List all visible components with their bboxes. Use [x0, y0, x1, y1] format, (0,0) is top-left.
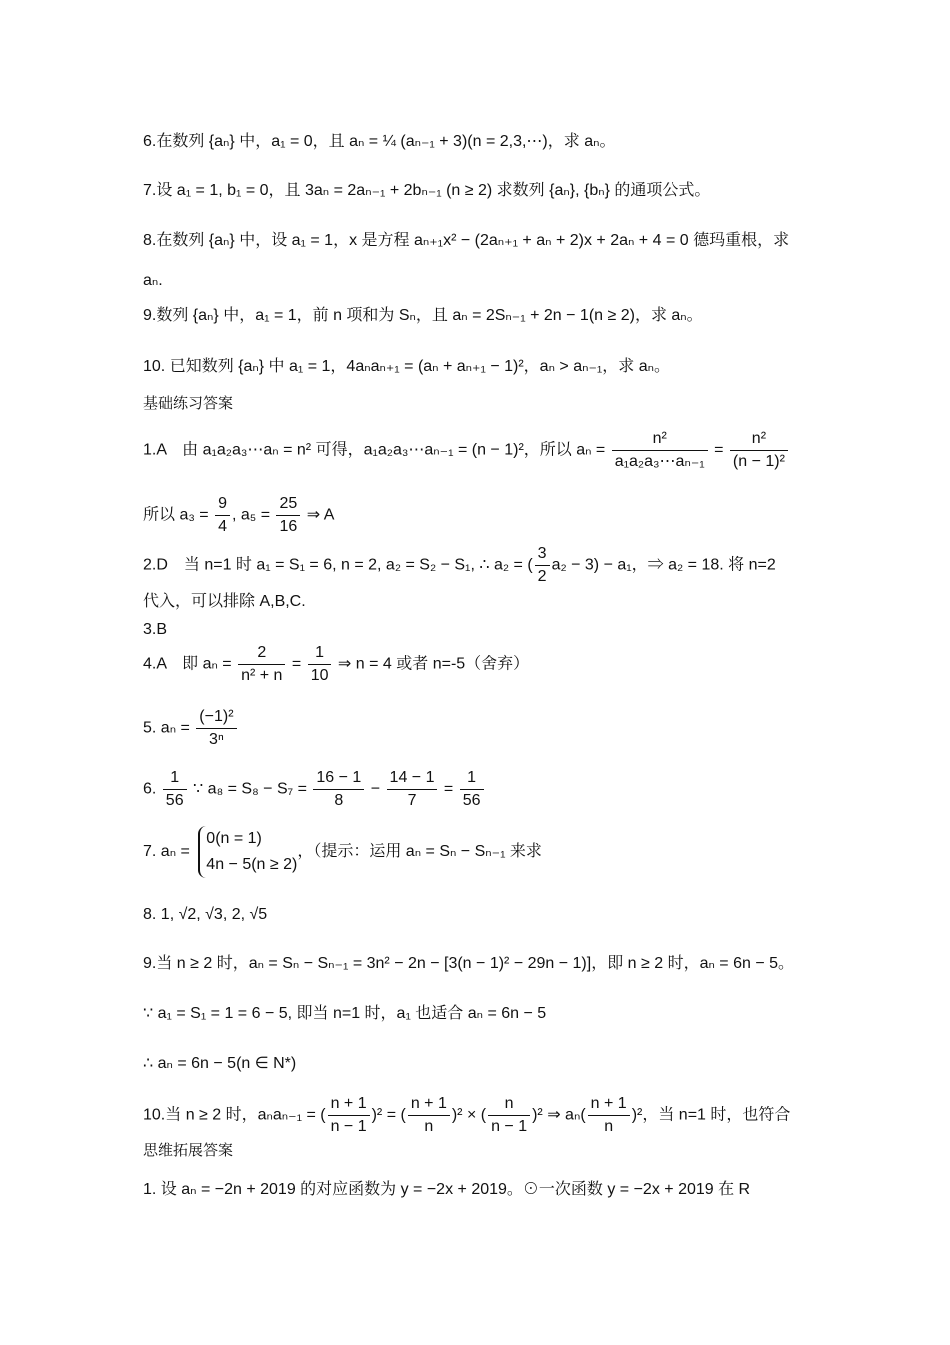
- answer-1: 1.A 由 a₁a₂a₃⋯aₙ = n² 可得，a₁a₂a₃⋯aₙ₋₁ = (n − 1)²，所以 aₙ = $\frac{\text{n²}}{\text{a₁a₂a₃⋯aₙ₋₁}}$ = $\frac{\text{n²}}{\text{(n − 1)²}}$: [143, 428, 790, 473]
- answer-9-cont: ∵ a₁ = S₁ = 1 = 6 − 5, 即当 n=1 时，a₁ 也适合 aₙ = 6n − 5: [143, 1005, 547, 1022]
- extension-answer-1: 1. 设 aₙ = −2n + 2019 的对应函数为 y = −2x + 2019。⊙一次函数 y = −2x + 2019 在 R: [143, 1181, 751, 1198]
- answer-9-conclusion: ∴ aₙ = 6n − 5(n ∈ N*): [143, 1055, 297, 1072]
- answer-7: 7. aₙ = 0(n = 1) 4n − 5(n ≥ 2) ，（提示：运用 aₙ = Sₙ − Sₙ₋₁ 来求: [143, 826, 542, 878]
- section-heading-basic: 基础练习答案: [143, 394, 234, 412]
- exercise-q9: 9.数列 {aₙ} 中，a₁ = 1，前 n 项和为 Sₙ，且 aₙ = 2Sₙ₋₁ + 2n − 1(n ≥ 2)，求 aₙ。: [143, 307, 703, 324]
- section-heading-extension: 思维拓展答案: [143, 1141, 234, 1159]
- answer-9: 9.当 n ≥ 2 时，aₙ = Sₙ − Sₙ₋₁ = 3n² − 2n − [3(n − 1)² − 29n − 1)]，即 n ≥ 2 时，aₙ = 6n − 5。: [143, 955, 795, 972]
- exercise-q8-cont: aₙ.: [143, 272, 163, 289]
- answer-2: 2.D 当 n=1 时 a₁ = S₁ = 6, n = 2, a₂ = S₂ − S₁, ∴ a₂ = ( $\frac{3}{2}$ a₂ − 3) − a₁，⇒ a₂ = 18. 将 n=2: [143, 545, 776, 585]
- answer-6: 6. $\frac{1}{56}$ ∵ a₈ = S₈ − S₇ = $\frac{16 - 1}{8}$ − $\frac{14 - 1}{7}$ = $\frac{1}{56}$: [143, 767, 486, 812]
- piecewise-brace: 0(n = 1) 4n − 5(n ≥ 2): [198, 826, 297, 878]
- exercise-q8: 8.在数列 {aₙ} 中，设 a₁ = 1，x 是方程 aₙ₊₁x² − (2aₙ₊₁ + aₙ + 2)x + 2aₙ + 4 = 0 德玛重根，求: [143, 232, 790, 249]
- answer-8: 8. 1, √2, √3, 2, √5: [143, 906, 268, 923]
- answer-5: 5. aₙ = $\frac{\text{(−1)²}}{\text{3ⁿ}}$: [143, 706, 239, 751]
- answer-1-cont: 所以 a₃ = $\frac{9}{4}$ , a₅ = $\frac{25}{16}$ ⇒ A: [143, 495, 335, 535]
- exercise-q10: 10. 已知数列 {aₙ} 中 a₁ = 1，4aₙaₙ₊₁ = (aₙ + aₙ₊₁ − 1)²，aₙ > aₙ₋₁，求 aₙ。: [143, 358, 671, 375]
- answer-10: 10.当 n ≥ 2 时，aₙaₙ₋₁ = ( $\frac{n + 1}{n - 1}$ )² = ( $\frac{n + 1}{n}$ )² × ( $\frac{n}{n - 1}$ )² ⇒ aₙ( $\frac{n + 1}{n}$ )²，当 n=1 时，也符合: [143, 1095, 791, 1135]
- answer-4: 4.A 即 aₙ = $\frac{2}{\text{n² + n}}$ = $\frac{1}{10}$ ⇒ n = 4 或者 n=-5（舍弃）: [143, 644, 530, 684]
- answer-3: 3.B: [143, 621, 168, 638]
- exercise-q6: 6.在数列 {aₙ} 中，a₁ = 0，且 aₙ = ¼ (aₙ₋₁ + 3)(n = 2,3,⋯)，求 aₙ。: [143, 133, 616, 150]
- exercise-q7: 7.设 a₁ = 1, b₁ = 0，且 3aₙ = 2aₙ₋₁ + 2bₙ₋₁ (n ≥ 2) 求数列 {aₙ}, {bₙ} 的通项公式。: [143, 182, 711, 199]
- answer-2-cont: 代入，可以排除 A,B,C.: [143, 593, 306, 610]
